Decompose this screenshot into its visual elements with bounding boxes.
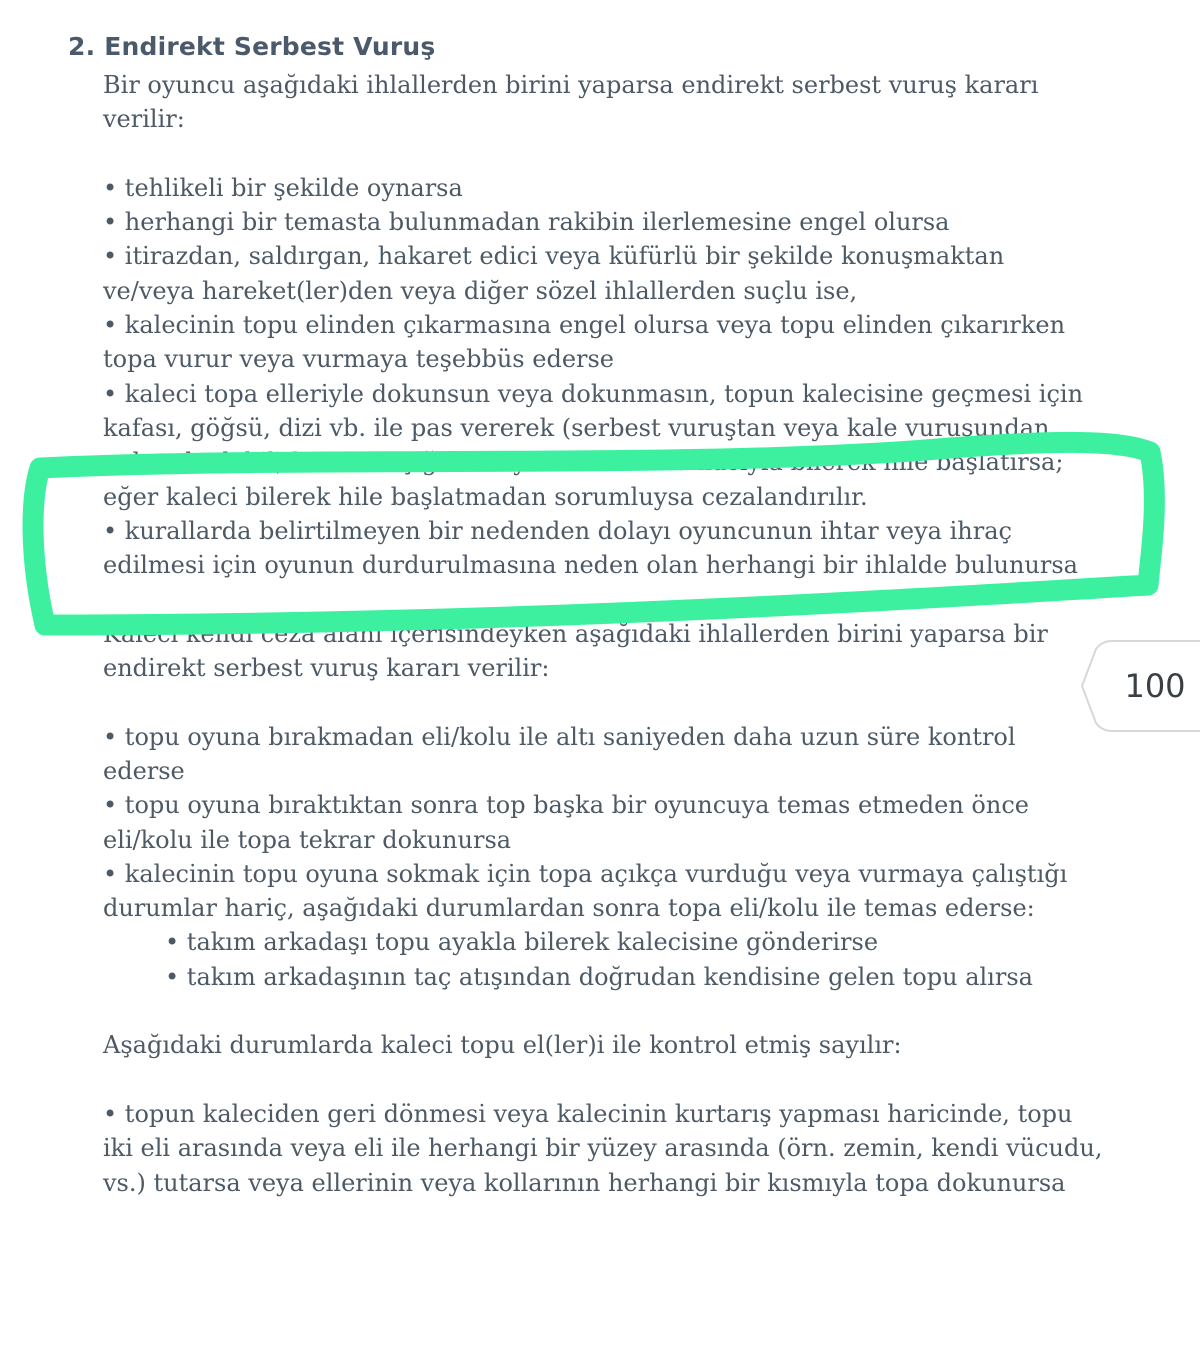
section-body: [103, 68, 1103, 1200]
page-number: 100: [1124, 667, 1186, 705]
spacer: [103, 685, 1103, 719]
list-item: • topu oyuna bırakmadan eli/kolu ile altı saniyeden daha uzun süre kontrol ederse: [103, 720, 1103, 789]
spacer: [103, 582, 1103, 616]
list-item: • topu oyuna bıraktıktan sonra top başka bir oyuncuya temas etmeden önce eli/kolu ile topa tekrar dokunursa: [103, 788, 1103, 857]
list-item: • tehlikeli bir şekilde oynarsa: [103, 171, 1103, 205]
list-item: • kalecinin topu oyuna sokmak için topa açıkça vurduğu veya vurmaya çalıştığı durumlar hariç, aşağıdaki durumlardan sonra topa eli/kolu ile temas ederse:: [103, 857, 1103, 926]
sub-list-item: • takım arkadaşı topu ayakla bilerek kalecisine gönderirse: [103, 925, 1103, 959]
list-item: • kalecinin topu elinden çıkarmasına engel olursa veya topu elinden çıkarırken topa vurur veya vurmaya teşebbüs ederse: [103, 308, 1103, 377]
section-heading: 2. Endirekt Serbest Vuruş: [68, 32, 436, 61]
intro-paragraph: Bir oyuncu aşağıdaki ihlallerden birini yaparsa endirekt serbest vuruş kararı verilir:: [103, 71, 1039, 134]
list-item: • itirazdan, saldırgan, hakaret edici veya küfürlü bir şekilde konuşmaktan ve/veya hareket(ler)den veya diğer sözel ihlallerden suçlu ise,: [103, 239, 1103, 308]
list-item: • herhangi bir temasta bulunmadan rakibin ilerlemesine engel olursa: [103, 205, 1103, 239]
page-number-badge: [1080, 640, 1200, 732]
spacer: [103, 994, 1103, 1028]
list-item: • topun kaleciden geri dönmesi veya kalecinin kurtarış yapması haricinde, topu iki eli arasında veya eli ile herhangi bir yüzey arasında (örn. zemin, kendi vücudu, vs.) tutarsa veya ellerinin veya kollarının herhangi bir kısmıyla topa dokunursa: [103, 1097, 1103, 1200]
sub-list-item: • takım arkadaşının taç atışından doğrudan kendisine gelen topu alırsa: [103, 960, 1103, 994]
goalkeeper-intro-paragraph: Kaleci kendi ceza alanı içerisindeyken aşağıdaki ihlallerden birini yaparsa bir endirekt serbest vuruş kararı verilir:: [103, 619, 1048, 683]
spacer: [103, 1063, 1103, 1097]
list-item: • kaleci topa elleriyle dokunsun veya dokunmasın, topun kalecisine geçmesi için kafası, göğsü, dizi vb. ile pas vererek (serbest vuruştan veya kale vuruşundan gelen de dahil) kuralın açığından yararlanmak amacıyla bilerek hile başlatırsa; eğer kaleci bilerek hile başlatmadan sorumluysa cezalandırılır.: [103, 377, 1103, 514]
list-item: • kurallarda belirtilmeyen bir nedenden dolayı oyuncunun ihtar veya ihraç edilmesi için oyunun durdurulmasına neden olan herhangi bir ihlalde bulunursa: [103, 514, 1103, 583]
control-intro-paragraph: Aşağıdaki durumlarda kaleci topu el(ler)i ile kontrol etmiş sayılır:: [103, 1031, 902, 1060]
spacer: [103, 137, 1103, 171]
